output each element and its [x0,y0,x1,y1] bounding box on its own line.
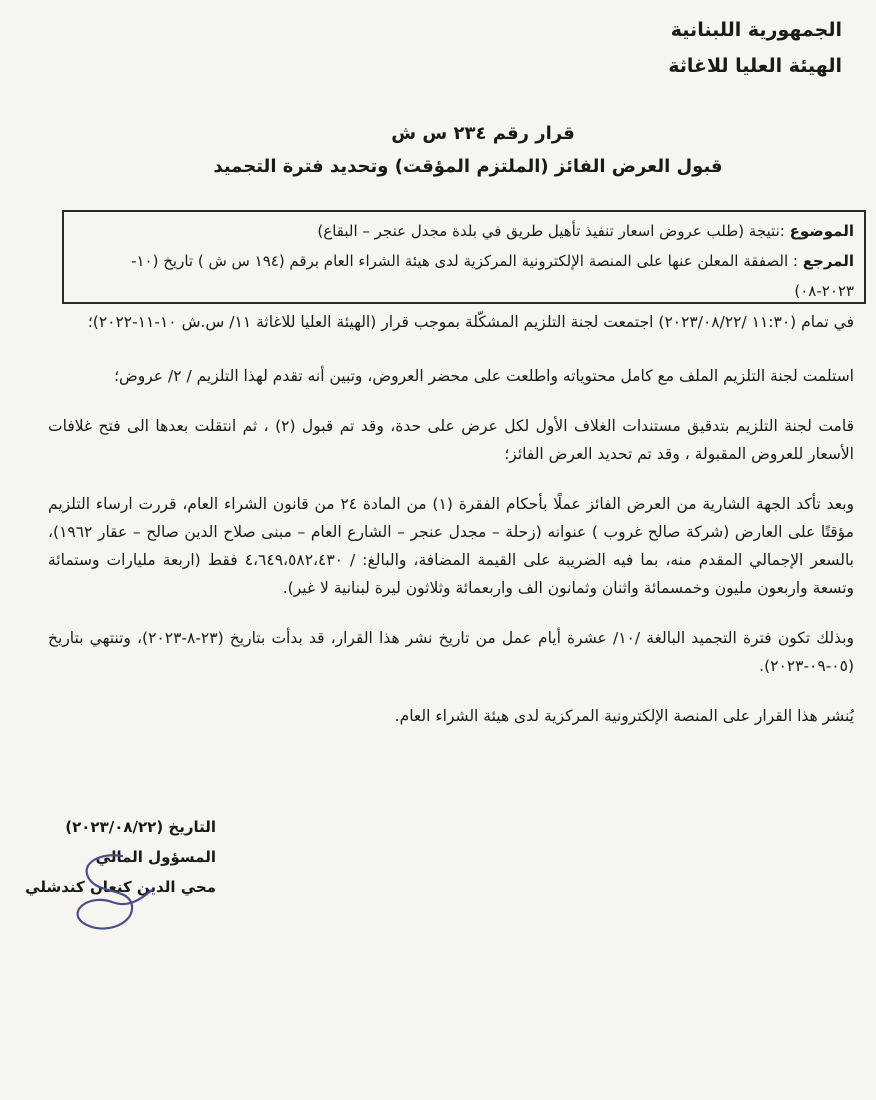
reference-label: المرجع [802,252,854,270]
subject-text: :نتيجة (طلب عروض اسعار تنفيذ تأهيل طريق في بلدة مجدل عنجر – البقاع) [317,222,785,240]
paragraph-award: وبعد تأكد الجهة الشارية من العرض الفائز عملًا بأحكام الفقرة (١) من المادة ٢٤ من قانون الشراء العام، قررت ارساء التلزيم مؤقتًا على العارض (شركة صالح غروب ) عنوانه (زحلة – مجدل عنجر – الشارع العام – مبنى صلاح الدين صالح – عقار ١٩٦٢)، بالسعر الإجمالي المقدم منه، بما فيه الضريبة على القيمة المضافة، والبالغ: / ٤،٦٤٩،٥٨٢،٤٣٠ فقط (اربعة مليارات وستمائة وتسعة واربعون مليون وخمسمائة واثنان وثمانون الف واربعمائة وثلاثون ليرة لبنانية لا غير). [48,495,855,597]
handwritten-signature [60,850,160,940]
letterhead-country: الجمهورية اللبنانية [670,19,842,41]
decision-title: قبول العرض الفائز (الملتزم المؤقت) وتحديد فترة التجميد [213,156,723,177]
signoff-role: المسؤول المالي [95,848,216,866]
signature-stroke [78,855,152,928]
signoff-date: التاريخ (٢٠٢٣/٠٨/٢٢) [65,818,216,836]
reference-line [72,246,854,276]
paragraph-envelopes: قامت لجنة التلزيم بتدقيق مستندات الغلاف الأول لكل عرض على حدة، وقد تم قبول (٢) ، ثم انتقلت بعدها الى فتح غلافات الأسعار للعروض المقبولة ، وقد تم تحديد العرض الفائز؛ [48,417,854,463]
decision-number: قرار رقم ٢٣٤ س ش [391,123,575,144]
letterhead [668,12,842,84]
decision-body [48,308,854,752]
paragraph-meeting: في تمام (١١:٣٠ /٢٠٢٣/٠٨/٢٢) اجتمعت لجنة التلزيم المشكّلة بموجب قرار (الهيئة العليا للاغاثة ١١/ س.ش ١٠-١١-٢٠٢٢)؛ [87,313,854,331]
subject-label: الموضوع [789,222,854,240]
paragraph-received: استلمت لجنة التلزيم الملف مع كامل محتوياته واطلعت على محضر العروض، وتبين أنه تقدم لهذا التلزيم / ٢/ عروض؛ [114,367,854,385]
paragraph-publication: يُنشر هذا القرار على المنصة الإلكترونية المركزية لدى هيئة الشراء العام. [394,707,854,725]
paragraph-freeze-period: وبذلك تكون فترة التجميد البالغة /١٠/ عشرة أيام عمل من تاريخ نشر هذا القرار، قد بدأت بتاريخ (٢٣-٨-٢٠٢٣)، وتنتهي بتاريخ (٠٥-٠٩-٢٠٢٣). [48,629,854,675]
letterhead-authority: الهيئة العليا للاغاثة [668,55,842,77]
reference-line-continued: ٢٠٢٣-٠٨) [794,282,854,300]
subject-line [72,216,854,246]
signoff-name: محي الدين كنعان كندشلي [25,878,216,896]
decision-title-block [0,118,876,184]
reference-box [62,210,866,304]
reference-text: : الصفقة المعلن عنها على المنصة الإلكترونية المركزية لدى هيئة الشراء العام برقم (١٩٤ س ش ) تاريخ (١٠- [131,252,798,270]
